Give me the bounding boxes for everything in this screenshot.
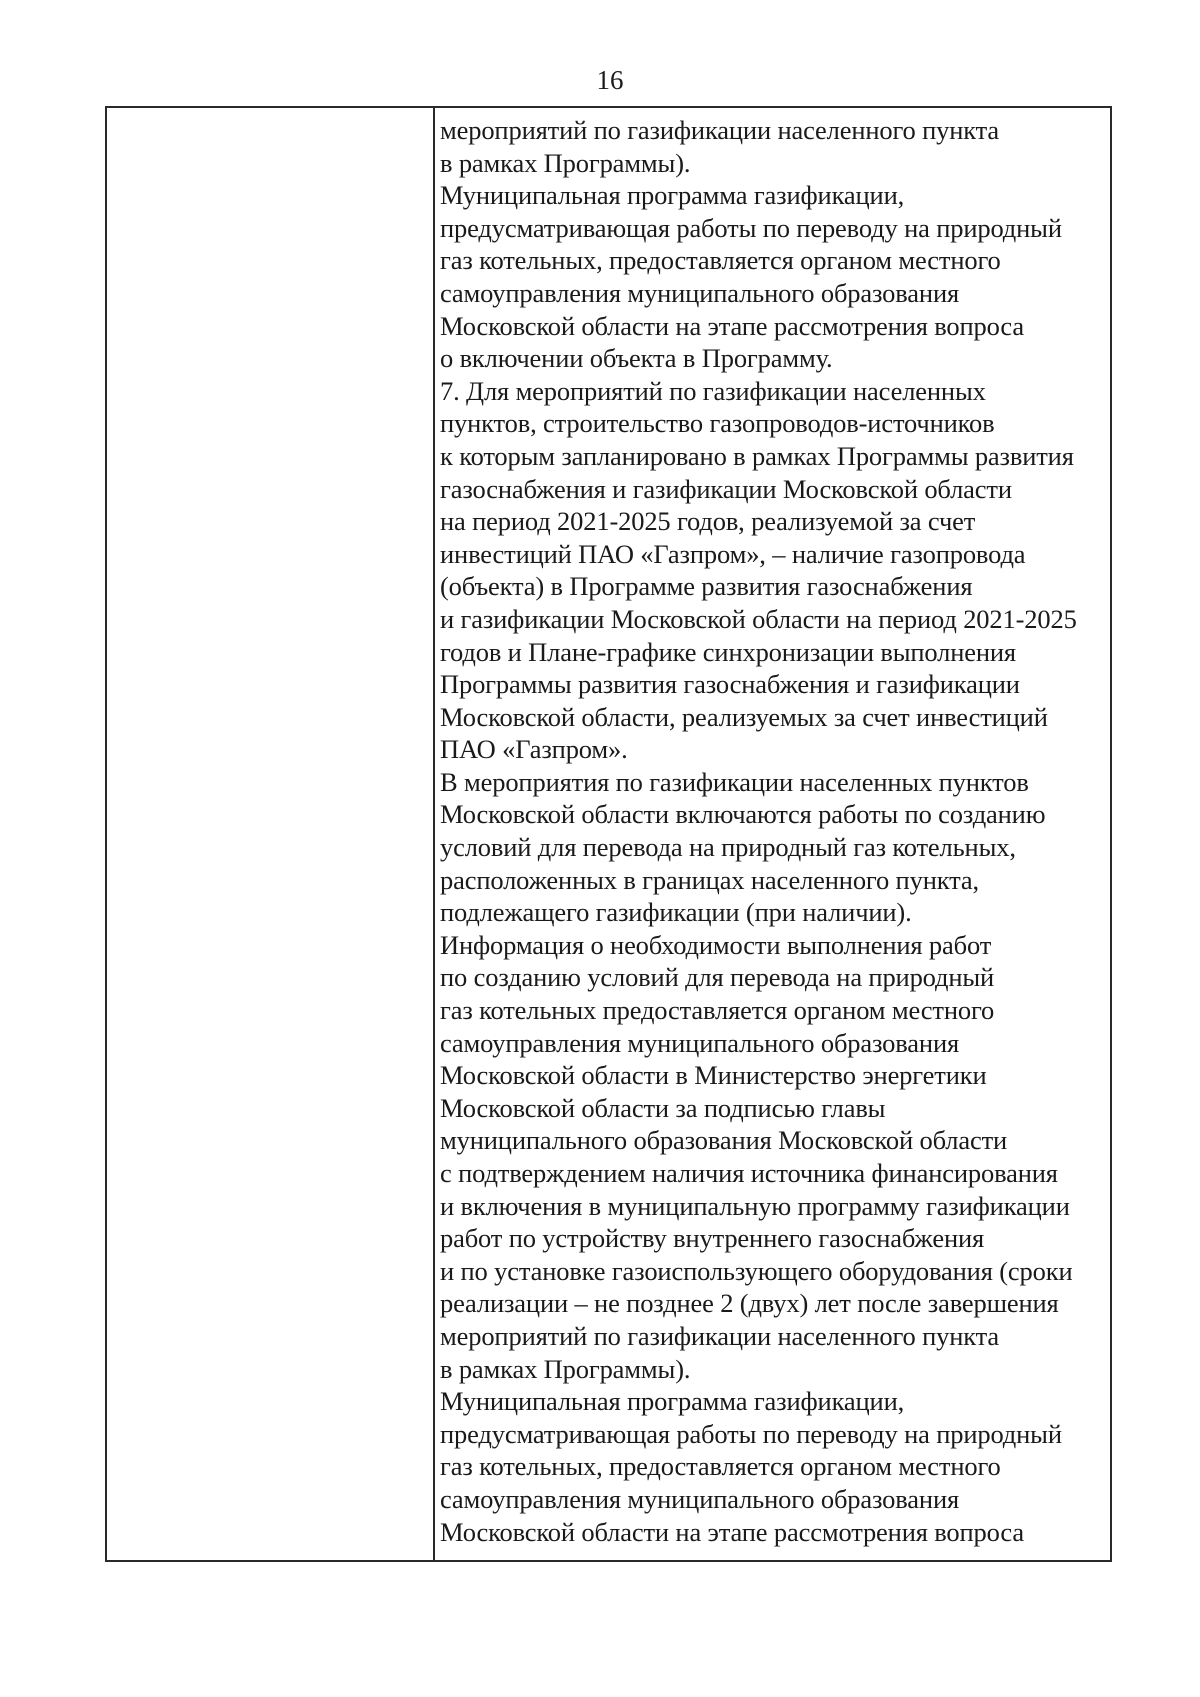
text-line: годов и Плане-графике синхронизации выполнения <box>440 636 1016 667</box>
text-line: о включении объекта в Программу. <box>440 343 833 374</box>
text-line: предусматривающая работы по переводу на природный <box>440 1418 1062 1449</box>
page-number: 16 <box>596 65 624 95</box>
table-right-cell <box>435 108 1110 1560</box>
text-line: Московской области включаются работы по созданию <box>440 799 1046 830</box>
text-line: муниципального образования Московской области <box>440 1125 1008 1156</box>
text-line: с подтверждением наличия источника финансирования <box>440 1158 1058 1188</box>
text-line: реализации – не позднее 2 (двух) лет после завершения <box>440 1288 1059 1319</box>
text-line: В мероприятия по газификации населенных пунктов <box>440 766 1029 797</box>
text-line: расположенных в границах населенного пункта, <box>440 864 979 895</box>
text-line: и включения в муниципальную программу газификации <box>440 1190 1070 1221</box>
text-line: самоуправления муниципального образования <box>440 277 960 308</box>
text-line: (объекта) в Программе развития газоснабжения <box>440 571 973 602</box>
text-line: газ котельных, предоставляется органом местного <box>440 245 1001 276</box>
text-line: предусматривающая работы по переводу на природный <box>440 212 1062 243</box>
text-line: самоуправления муниципального образования <box>440 1027 960 1058</box>
text-line: и газификации Московской области на период 2021-2025 <box>440 603 1077 634</box>
text-line: к которым запланировано в рамках Программы развития <box>440 440 1074 471</box>
text-line: мероприятий по газификации населенного пункта <box>440 115 1000 145</box>
text-line: мероприятий по газификации населенного пункта <box>440 1320 1000 1351</box>
text-line: газоснабжения и газификации Московской области <box>440 473 1012 504</box>
text-line: подлежащего газификации (при наличии). <box>440 897 912 928</box>
text-line: Информация о необходимости выполнения работ <box>440 929 992 960</box>
text-line: Муниципальная программа газификации, <box>440 1386 905 1417</box>
text-line: и по установке газоиспользующего оборудования (сроки <box>440 1255 1073 1286</box>
text-line: самоуправления муниципального образования <box>440 1483 960 1514</box>
text-line: в рамках Программы). <box>440 1353 691 1384</box>
text-line: газ котельных, предоставляется органом местного <box>440 1451 1001 1482</box>
text-line: на период 2021-2025 годов, реализуемой за счет <box>440 506 976 537</box>
text-line: Программы развития газоснабжения и газификации <box>440 669 1020 700</box>
text-line: Муниципальная программа газификации, <box>440 180 905 211</box>
text-line: пунктов, строительство газопроводов-источников <box>440 408 995 439</box>
text-line: Московской области на этапе рассмотрения вопроса <box>440 310 1024 341</box>
text-line: работ по устройству внутреннего газоснабжения <box>440 1223 985 1254</box>
text-line: ПАО «Газпром». <box>440 734 628 765</box>
text-line: Московской области за подписью главы <box>440 1092 886 1123</box>
table-left-cell <box>107 108 435 1560</box>
text-line: инвестиций ПАО «Газпром», – наличие газопровода <box>440 538 1026 569</box>
text-line: по созданию условий для перевода на природный <box>440 962 995 993</box>
text-line: в рамках Программы). <box>440 147 691 178</box>
text-line: газ котельных предоставляется органом местного <box>440 995 995 1026</box>
text-line: Московской области, реализуемых за счет инвестиций <box>440 701 1048 732</box>
text-line: Московской области на этапе рассмотрения вопроса <box>440 1516 1024 1547</box>
text-line: 7. Для мероприятий по газификации населенных <box>440 375 986 406</box>
text-line: Московской области в Министерство энергетики <box>440 1060 987 1091</box>
document-table <box>105 106 1112 1562</box>
text-line: условий для перевода на природный газ котельных, <box>440 832 1016 863</box>
